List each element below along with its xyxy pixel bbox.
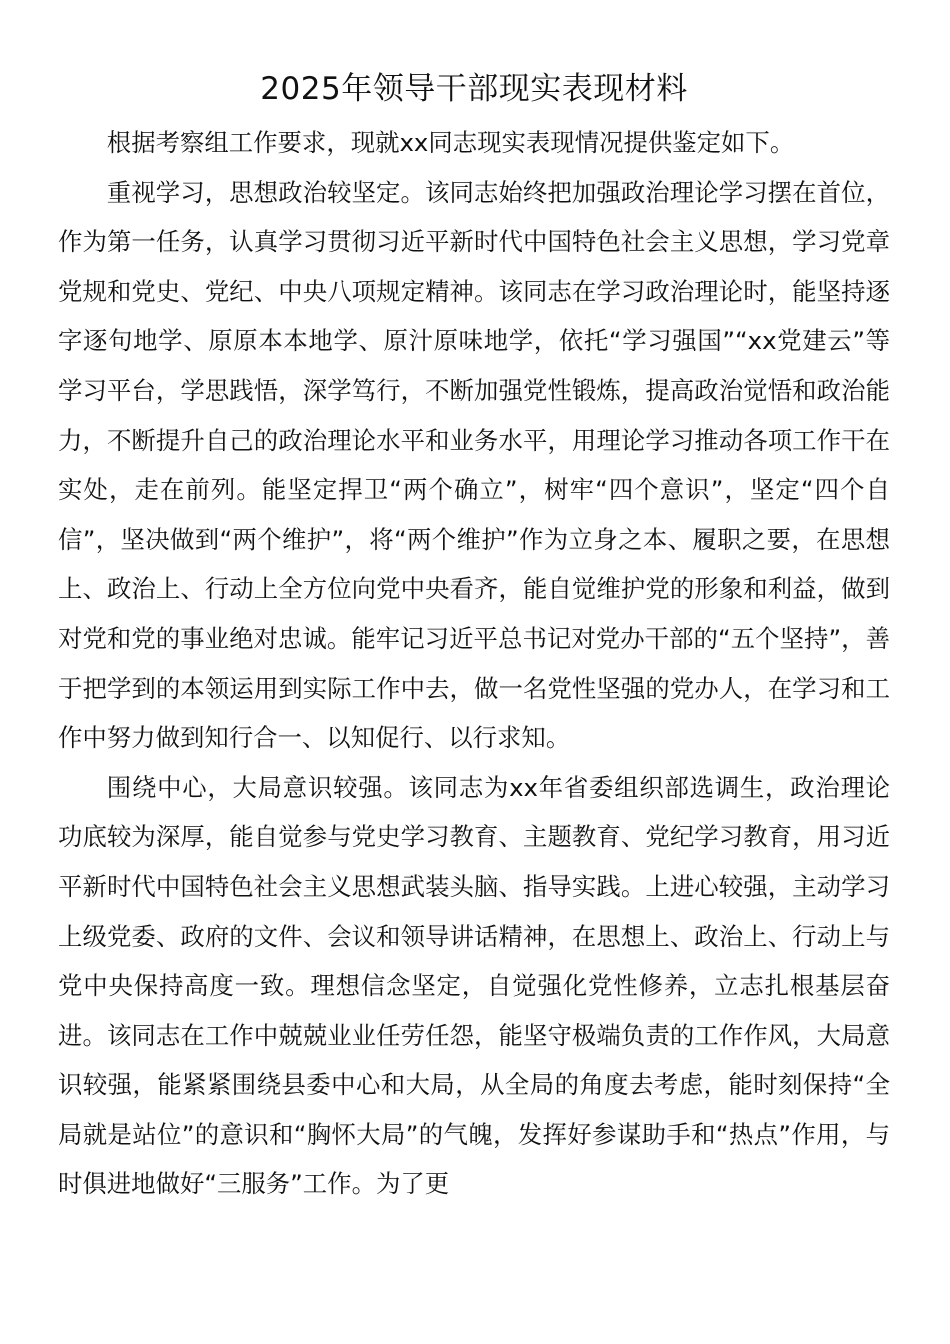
study-paragraph: 重视学习，思想政治较坚定。该同志始终把加强政治理论学习摆在首位，作为第一任务，认真学习贯彻习近平新时代中国特色社会主义思想，学习党章党规和党史、党纪、中央八项规定精神。该同志在学习政治理论时，能坚持逐字逐句地学、原原本本地学、原汁原味地学，依托“学习强国”“xx党建云”等学习平台，学思践悟，深学笃行，不断加强党性锻炼，提高政治觉悟和政治能力，不断提升自己的政治理论水平和业务水平，用理论学习推动各项工作干在实处，走在前列。能坚定捍卫“两个确立”，树牢“四个意识”，坚定“四个自信”，坚决做到“两个维护”，将“两个维护”作为立身之本、履职之要，在思想上、政治上、行动上全方位向党中央看齐，能自觉维护党的形象和利益，做到对党和党的事业绝对忠诚。能牢记习近平总书记对党办干部的“五个坚持”，善于把学到的本领运用到实际工作中去，做一名党性坚强的党办人，在学习和工作中努力做到知行合一、以知促行、以行求知。	[58, 177, 890, 753]
overall-situation-paragraph: 围绕中心，大局意识较强。该同志为xx年省委组织部选调生，政治理论功底较为深厚，能自觉参与党史学习教育、主题教育、党纪学习教育，用习近平新时代中国特色社会主义思想武装头脑、指导实践。上进心较强，主动学习上级党委、政府的文件、会议和领导讲话精神，在思想上、政治上、行动上与党中央保持高度一致。理想信念坚定，自觉强化党性修养，立志扎根基层奋进。该同志在工作中兢兢业业任劳任怨，能坚守极端负责的工作作风，大局意识较强，能紧紧围绕县委中心和大局，从全局的角度去考虑，能时刻保持“全局就是站位”的意识和“胸怀大局”的气魄，发挥好参谋助手和“热点”作用，与时俱进地做好“三服务”工作。为了更	[58, 772, 890, 1199]
intro-paragraph: 根据考察组工作要求，现就xx同志现实表现情况提供鉴定如下。	[106, 128, 795, 157]
document-title: 2025年领导干部现实表现材料	[260, 71, 688, 107]
